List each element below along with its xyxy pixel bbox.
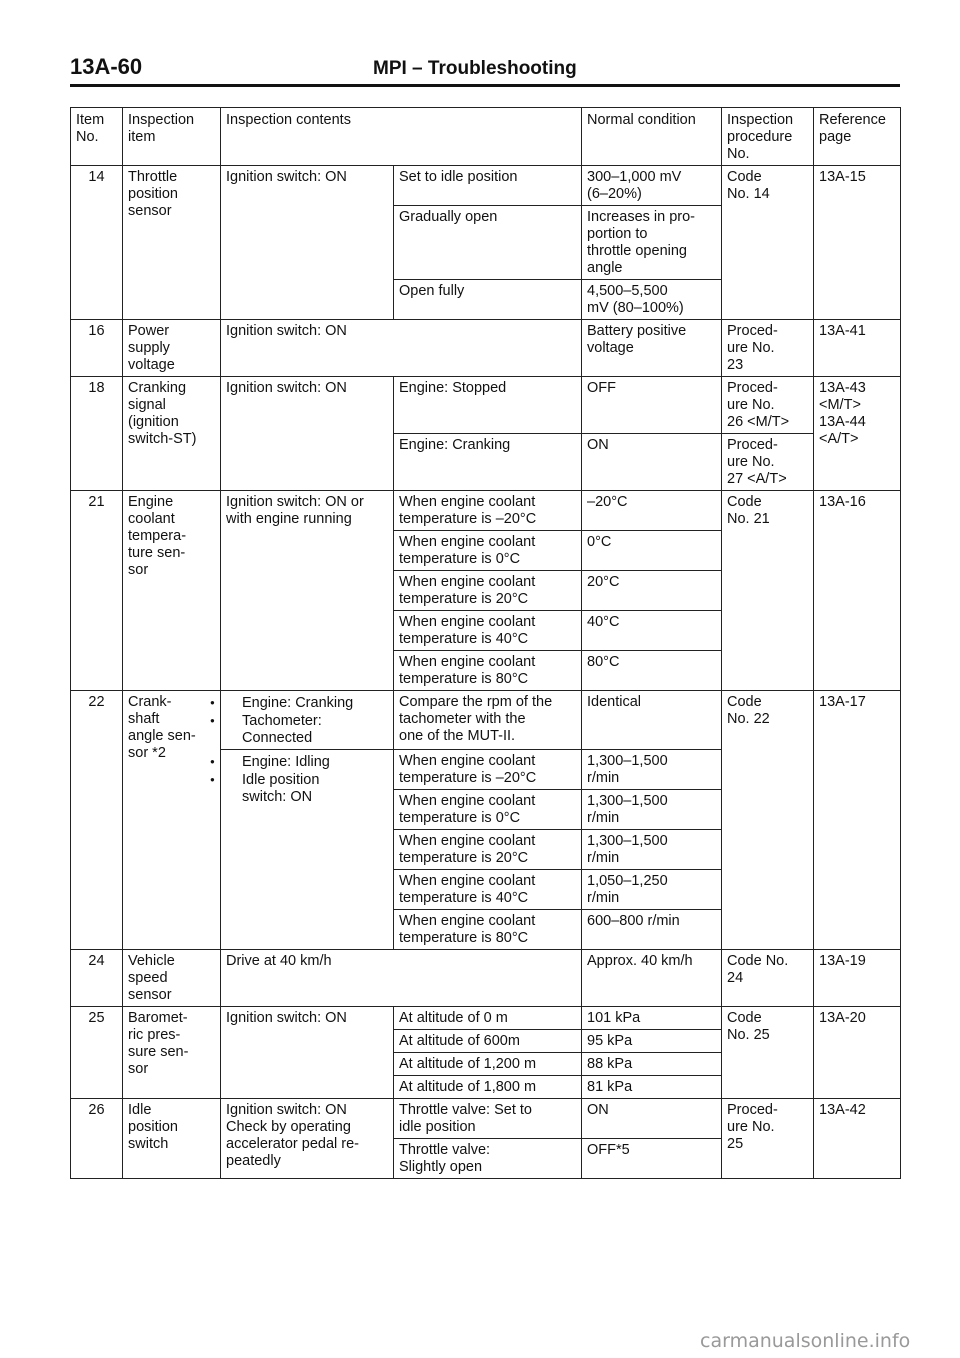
procedure-no: Proced- ure No. 25 xyxy=(722,1099,814,1179)
inspection-item: Baromet- ric pres- sure sen- sor xyxy=(123,1007,221,1099)
col-header-inspection-procedure: Inspection procedure No. xyxy=(722,108,814,166)
inspection-item: Throttle position sensor xyxy=(123,166,221,320)
bullet-item: ● Engine: Cranking xyxy=(226,694,388,712)
procedure-no: Code No. 21 xyxy=(722,491,814,691)
condition: When engine coolant temperature is 80°C xyxy=(394,651,582,691)
normal-condition: –20°C xyxy=(582,491,722,531)
inspection-item: Power supply voltage xyxy=(123,320,221,377)
normal-condition: 20°C xyxy=(582,571,722,611)
condition: At altitude of 1,200 m xyxy=(394,1053,582,1076)
inspection-item: Engine coolant tempera- ture sen- sor xyxy=(123,491,221,691)
normal-condition: Battery positive voltage xyxy=(582,320,722,377)
reference-page: 13A-15 xyxy=(814,166,901,320)
reference-page: 13A-19 xyxy=(814,950,901,1007)
condition: Set to idle position xyxy=(394,166,582,206)
switch-condition xyxy=(221,750,394,950)
troubleshooting-table xyxy=(70,107,901,1179)
condition: At altitude of 1,800 m xyxy=(394,1076,582,1099)
condition: When engine coolant temperature is 80°C xyxy=(394,910,582,950)
normal-condition: 1,300–1,500 r/min xyxy=(582,790,722,830)
normal-condition: 81 kPa xyxy=(582,1076,722,1099)
page-number: 13A-60 xyxy=(70,54,143,79)
condition: At altitude of 0 m xyxy=(394,1007,582,1030)
normal-condition: 95 kPa xyxy=(582,1030,722,1053)
col-header-inspection-contents: Inspection contents xyxy=(221,108,582,166)
switch-condition xyxy=(221,691,394,750)
inspection-item: Vehicle speed sensor xyxy=(123,950,221,1007)
item-no: 26 xyxy=(71,1099,123,1179)
col-header-reference-page: Reference page xyxy=(814,108,901,166)
col-header-inspection-item: Inspection item xyxy=(123,108,221,166)
condition: When engine coolant temperature is –20°C xyxy=(394,491,582,531)
normal-condition: 600–800 r/min xyxy=(582,910,722,950)
condition: When engine coolant temperature is 40°C xyxy=(394,611,582,651)
condition: At altitude of 600m xyxy=(394,1030,582,1053)
table-row-22 xyxy=(71,691,901,750)
condition: When engine coolant temperature is 20°C xyxy=(394,830,582,870)
header-rule xyxy=(70,84,900,87)
switch-condition: Ignition switch: ON xyxy=(221,166,394,320)
item-no: 22 xyxy=(71,691,123,950)
item-no: 16 xyxy=(71,320,123,377)
watermark: carmanualsonline.info xyxy=(700,1330,911,1352)
condition: When engine coolant temperature is 0°C xyxy=(394,790,582,830)
col-header-normal-condition: Normal condition xyxy=(582,108,722,166)
procedure-no: Code No. 25 xyxy=(722,1007,814,1099)
normal-condition: 4,500–5,500 mV (80–100%) xyxy=(582,280,722,320)
procedure-no: Code No. 22 xyxy=(722,691,814,950)
normal-condition: Increases in pro- portion to throttle opening angle xyxy=(582,206,722,280)
switch-condition: Ignition switch: ON Check by operating accelerator pedal re- peatedly xyxy=(221,1099,394,1179)
normal-condition: 1,300–1,500 r/min xyxy=(582,830,722,870)
procedure-no: Code No. 24 xyxy=(722,950,814,1007)
procedure-no: Proced- ure No. 23 xyxy=(722,320,814,377)
table-row-25 xyxy=(71,1007,901,1030)
condition: Engine: Stopped xyxy=(394,377,582,434)
normal-condition: 101 kPa xyxy=(582,1007,722,1030)
procedure-no: Proced- ure No. 26 <M/T> xyxy=(722,377,814,434)
page-header xyxy=(70,54,900,84)
reference-page: 13A-20 xyxy=(814,1007,901,1099)
table-row-14 xyxy=(71,166,901,206)
table-row-21 xyxy=(71,491,901,531)
table-header-row xyxy=(71,108,901,166)
table-row-16 xyxy=(71,320,901,377)
condition: Throttle valve: Slightly open xyxy=(394,1139,582,1179)
condition: When engine coolant temperature is –20°C xyxy=(394,750,582,790)
procedure-no: Proced- ure No. 27 <A/T> xyxy=(722,434,814,491)
table-row-26 xyxy=(71,1099,901,1139)
normal-condition: 40°C xyxy=(582,611,722,651)
switch-condition: Ignition switch: ON or with engine running xyxy=(221,491,394,691)
reference-page: 13A-16 xyxy=(814,491,901,691)
bullet-item: ● Engine: Idling xyxy=(226,753,388,771)
reference-page: 13A-41 xyxy=(814,320,901,377)
item-no: 25 xyxy=(71,1007,123,1099)
normal-condition: 1,300–1,500 r/min xyxy=(582,750,722,790)
normal-condition: Approx. 40 km/h xyxy=(582,950,722,1007)
inspection-item: Idle position switch xyxy=(123,1099,221,1179)
reference-page: 13A-42 xyxy=(814,1099,901,1179)
reference-page: 13A-17 xyxy=(814,691,901,950)
switch-condition: Ignition switch: ON xyxy=(221,377,394,491)
condition: Throttle valve: Set to idle position xyxy=(394,1099,582,1139)
condition: Compare the rpm of the tachometer with the one of the MUT-II. xyxy=(394,691,582,750)
procedure-no: Code No. 14 xyxy=(722,166,814,320)
normal-condition: OFF*5 xyxy=(582,1139,722,1179)
switch-condition: Drive at 40 km/h xyxy=(221,950,582,1007)
condition: When engine coolant temperature is 40°C xyxy=(394,870,582,910)
reference-page: 13A-43 <M/T> 13A-44 <A/T> xyxy=(814,377,901,491)
col-header-item-no: Item No. xyxy=(71,108,123,166)
normal-condition: 300–1,000 mV (6–20%) xyxy=(582,166,722,206)
item-no: 21 xyxy=(71,491,123,691)
condition: Engine: Cranking xyxy=(394,434,582,491)
normal-condition: OFF xyxy=(582,377,722,434)
normal-condition: Identical xyxy=(582,691,722,750)
item-no: 24 xyxy=(71,950,123,1007)
switch-condition: Ignition switch: ON xyxy=(221,320,582,377)
inspection-item: Cranking signal (ignition switch-ST) xyxy=(123,377,221,491)
table-row-24 xyxy=(71,950,901,1007)
normal-condition: 88 kPa xyxy=(582,1053,722,1076)
condition: When engine coolant temperature is 20°C xyxy=(394,571,582,611)
normal-condition: ON xyxy=(582,434,722,491)
switch-condition: Ignition switch: ON xyxy=(221,1007,394,1099)
normal-condition: 1,050–1,250 r/min xyxy=(582,870,722,910)
condition: When engine coolant temperature is 0°C xyxy=(394,531,582,571)
normal-condition: ON xyxy=(582,1099,722,1139)
condition: Gradually open xyxy=(394,206,582,280)
table-row-18 xyxy=(71,377,901,434)
normal-condition: 80°C xyxy=(582,651,722,691)
condition: Open fully xyxy=(394,280,582,320)
inspection-item: Crank- shaft angle sen- sor *2 xyxy=(123,691,221,950)
page-title: MPI – Troubleshooting xyxy=(373,58,577,79)
bullet-item: ● Idle position switch: ON xyxy=(226,771,388,806)
normal-condition: 0°C xyxy=(582,531,722,571)
bullet-item: ● Tachometer: Connected xyxy=(226,712,388,747)
item-no: 18 xyxy=(71,377,123,491)
item-no: 14 xyxy=(71,166,123,320)
